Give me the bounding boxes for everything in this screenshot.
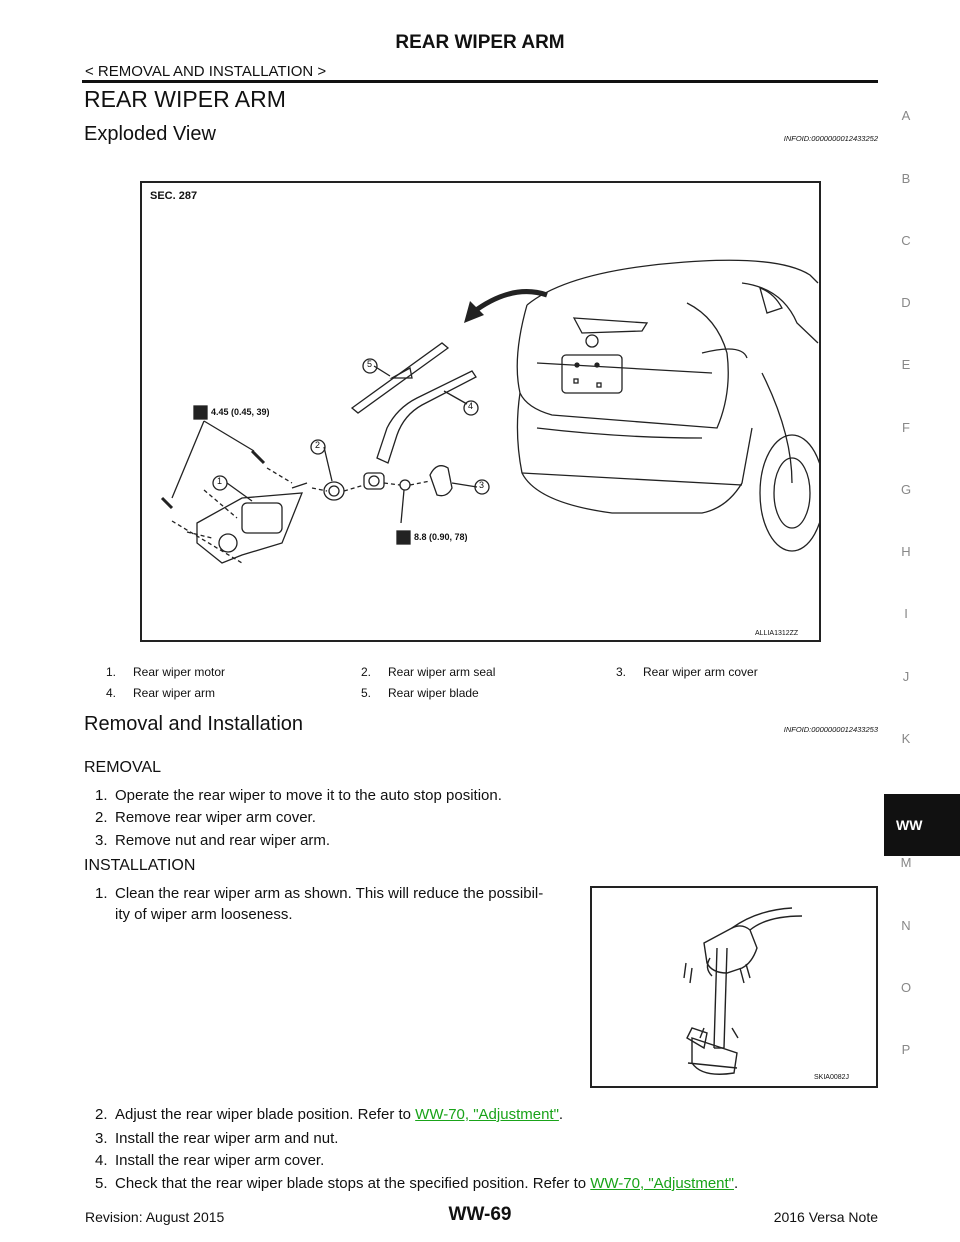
removal-step-2-text: Remove rear wiper arm cover.	[115, 809, 316, 826]
side-index-d[interactable]: D	[901, 295, 911, 310]
cleaning-drawing	[592, 888, 876, 1086]
step-number: 2.	[95, 809, 108, 826]
adjustment-link-1[interactable]: WW-70, "Adjustment"	[415, 1106, 559, 1123]
callout-5: 5	[367, 359, 373, 369]
step-number: 1.	[95, 885, 108, 902]
installation-step-2-text: Adjust the rear wiper blade position. Refer to	[115, 1106, 416, 1123]
footer-revision: Revision: August 2015	[85, 1209, 225, 1225]
adjustment-link-2[interactable]: WW-70, "Adjustment"	[590, 1175, 735, 1192]
cleaning-figure	[590, 886, 878, 1088]
footer-model: 2016 Versa Note	[773, 1209, 878, 1225]
header-rule	[82, 80, 878, 83]
footer-page-number: WW-69	[448, 1204, 512, 1225]
side-index-j[interactable]: J	[902, 669, 910, 684]
side-index-m[interactable]: M	[900, 855, 912, 870]
cleaning-figure-id: SKIA0082J	[814, 1074, 850, 1081]
period: .	[734, 1175, 739, 1192]
removal-step-3	[95, 832, 330, 849]
side-index-f[interactable]: F	[902, 420, 910, 435]
legend-2-num: 2.	[361, 665, 372, 679]
installation-step-3-text: Install the rear wiper arm and nut.	[115, 1130, 339, 1147]
side-index-c[interactable]: C	[901, 233, 911, 248]
removal-installation-infoid: INFOID:0000000012433253	[783, 725, 878, 734]
legend-3-num: 3.	[616, 665, 627, 679]
legend-1-num: 1.	[106, 665, 117, 679]
installation-step-1-line-2: ity of wiper arm looseness.	[115, 906, 293, 923]
side-index-p[interactable]: P	[901, 1042, 911, 1057]
side-index-i[interactable]: I	[904, 606, 908, 621]
side-index-e[interactable]: E	[901, 357, 911, 372]
legend-4-label: Rear wiper arm	[133, 686, 216, 700]
step-number: 2.	[95, 1106, 108, 1123]
step-number: 3.	[95, 832, 108, 849]
breadcrumb: < REMOVAL AND INSTALLATION >	[85, 63, 327, 80]
legend-3-label: Rear wiper arm cover	[643, 665, 758, 679]
torque-label-2: 8.8 (0.90, 78)	[414, 532, 468, 542]
legend-5-num: 5.	[361, 686, 372, 700]
exploded-view-heading: Exploded View	[84, 123, 216, 145]
removal-step-2	[95, 809, 316, 826]
callout-2: 2	[315, 440, 321, 450]
legend-5-label: Rear wiper blade	[388, 686, 479, 700]
installation-step-3	[95, 1130, 338, 1147]
callout-1: 1	[217, 476, 223, 486]
step-number: 4.	[95, 1152, 108, 1169]
legend-4-num: 4.	[106, 686, 117, 700]
installation-step-5	[95, 1175, 738, 1192]
callout-3: 3	[479, 480, 485, 490]
installation-step-1-text: Clean the rear wiper arm as shown. This will reduce the possibil-	[115, 885, 544, 902]
installation-step-2	[95, 1106, 563, 1123]
torque-label-1: 4.45 (0.45, 39)	[211, 407, 270, 417]
installation-title: INSTALLATION	[84, 857, 196, 874]
step-number: 3.	[95, 1130, 108, 1147]
installation-step-1-line-1	[95, 885, 543, 902]
legend-1-label: Rear wiper motor	[133, 665, 226, 679]
installation-step-4	[95, 1152, 324, 1169]
exploded-view-figure	[140, 181, 821, 642]
side-index-h[interactable]: H	[901, 544, 911, 559]
installation-step-4-text: Install the rear wiper arm cover.	[115, 1152, 325, 1169]
legend-2-label: Rear wiper arm seal	[388, 665, 496, 679]
step-number: 5.	[95, 1175, 108, 1192]
removal-step-3-text: Remove nut and rear wiper arm.	[115, 832, 331, 849]
removal-installation-heading: Removal and Installation	[84, 713, 304, 735]
side-index-g[interactable]: G	[900, 482, 912, 497]
page-header-title: REAR WIPER ARM	[395, 32, 565, 53]
step-number: 1.	[95, 787, 108, 804]
side-index-a[interactable]: A	[901, 108, 911, 123]
removal-step-1-text: Operate the rear wiper to move it to the auto stop position.	[115, 787, 502, 804]
callout-4: 4	[468, 401, 474, 411]
removal-title: REMOVAL	[84, 759, 162, 776]
section-title: REAR WIPER ARM	[84, 86, 286, 112]
figure-id: ALLIA1312ZZ	[755, 630, 799, 637]
exploded-view-infoid: INFOID:0000000012433252	[783, 134, 878, 143]
sec-label: SEC. 287	[150, 190, 198, 202]
removal-step-1	[95, 787, 502, 804]
side-index-ww-tab[interactable]: WW	[884, 794, 960, 856]
side-index-o[interactable]: O	[900, 980, 912, 995]
period: .	[558, 1106, 564, 1123]
side-index-b[interactable]: B	[901, 171, 911, 186]
side-index-n[interactable]: N	[901, 918, 911, 933]
side-index-k[interactable]: K	[901, 731, 911, 746]
installation-step-5-text: Check that the rear wiper blade stops at the specified position. Refer to	[115, 1175, 591, 1192]
